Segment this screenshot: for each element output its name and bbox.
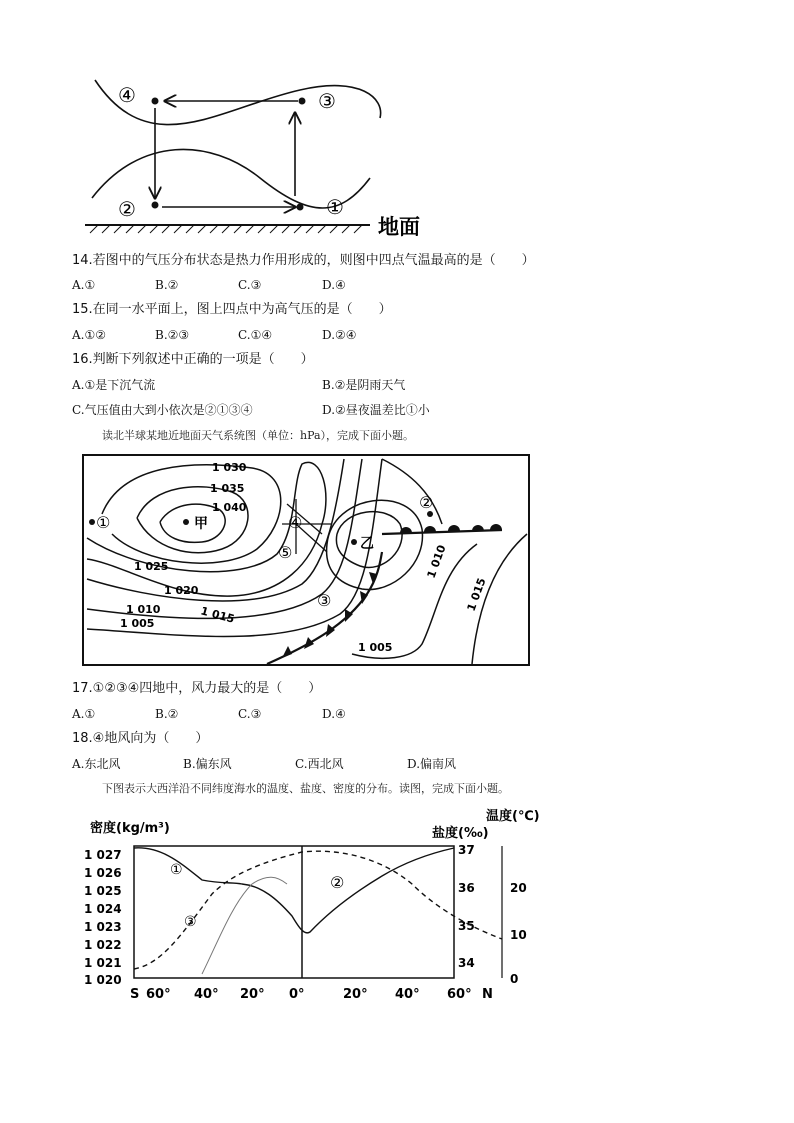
temperature-ticks <box>510 881 527 986</box>
density-tick: 1 021 <box>84 956 122 970</box>
label-3: ③ <box>318 89 336 113</box>
density-tick: 1 026 <box>84 866 122 880</box>
q17-option-d: D.④ <box>322 707 346 721</box>
isobar-label: 1 010 <box>424 543 449 581</box>
question-16: 16.判断下列叙述中正确的一项是（ ） <box>72 352 314 367</box>
isobar-label: 1 005 <box>358 641 393 654</box>
temperature-tick: 0 <box>510 972 519 986</box>
isobar-label: 1 040 <box>212 501 247 514</box>
low-center-label: 乙 <box>360 536 374 552</box>
point-3 <box>299 98 306 105</box>
latitude-tick: S <box>130 987 140 1002</box>
salinity-axis-title: 盐度(‰) <box>432 826 489 841</box>
high-center-dot <box>183 519 189 525</box>
density-ticks <box>84 848 122 987</box>
q16-option-c: C.气压值由大到小依次是②①③④ <box>72 403 253 417</box>
density-tick: 1 027 <box>84 848 122 862</box>
high-center-label: 甲 <box>194 516 208 532</box>
map-point-4-label: ④ <box>288 513 303 532</box>
latitude-tick: 60° <box>447 987 472 1002</box>
latitude-tick: 20° <box>240 987 265 1002</box>
isobar-label: 1 020 <box>164 584 199 597</box>
isobar-label: 1 030 <box>212 461 247 474</box>
isobar-label: 1 005 <box>120 617 155 630</box>
label-4: ④ <box>118 83 136 107</box>
latitude-tick: 20° <box>343 987 368 1002</box>
q16-option-d: D.②昼夜温差比①小 <box>322 403 430 417</box>
latitude-tick: 60° <box>146 987 171 1002</box>
q18-option-a: A.东北风 <box>72 757 121 771</box>
upper-isobar <box>95 80 381 125</box>
q17-option-b: B.② <box>155 707 179 721</box>
latitude-tick: 0° <box>289 987 305 1002</box>
ground-hatch <box>90 225 362 233</box>
q15-option-d: D.②④ <box>322 328 357 342</box>
curve-label-3: ③ <box>184 914 197 930</box>
temperature-axis-title: 温度(℃) <box>486 809 540 824</box>
q16-option-a: A.①是下沉气流 <box>72 378 156 392</box>
density-tick: 1 020 <box>84 973 122 987</box>
q18-option-d: D.偏南风 <box>407 757 457 771</box>
isobar-label: 1 025 <box>134 560 169 573</box>
curve-2-temperature <box>134 851 502 969</box>
isobar-label: 1 015 <box>464 576 489 614</box>
atlantic-profile-figure <box>82 804 552 1004</box>
q16-option-b: B.②是阴雨天气 <box>322 378 406 392</box>
curve-3-density <box>202 877 287 974</box>
isobar-label: 1 035 <box>210 482 245 495</box>
q14-option-d: D.④ <box>322 278 346 292</box>
curve-label-2: ② <box>330 873 345 892</box>
point-2 <box>152 202 159 209</box>
label-2: ② <box>118 197 136 221</box>
density-tick: 1 022 <box>84 938 122 952</box>
density-tick: 1 023 <box>84 920 122 934</box>
q17-option-a: A.① <box>72 707 96 721</box>
map-point-5-label: ⑤ <box>278 543 293 562</box>
map-point-2-label: ② <box>419 493 434 512</box>
question-18: 18.④地风向为（ ） <box>72 731 209 746</box>
latitude-tick: 40° <box>194 987 219 1002</box>
q15-option-b: B.②③ <box>155 328 190 342</box>
intro-weather-map: 读北半球某地近地面天气系统图（单位：hPa），完成下面小题。 <box>102 429 415 442</box>
map-point-1-label: ① <box>96 513 111 532</box>
map-point-3-label: ③ <box>317 591 332 610</box>
salinity-tick: 36 <box>458 881 475 895</box>
warm-front <box>382 530 502 534</box>
q18-option-b: B.偏东风 <box>183 757 232 771</box>
temperature-tick: 10 <box>510 928 527 942</box>
density-tick: 1 024 <box>84 902 122 916</box>
isobar-label: 1 015 <box>199 604 236 626</box>
label-1: ① <box>326 195 344 219</box>
isobar-label: 1 010 <box>126 603 161 616</box>
salinity-tick: 34 <box>458 956 475 970</box>
latitude-ticks <box>130 987 493 1002</box>
ground-label: 地面 <box>378 215 420 239</box>
latitude-tick: N <box>482 987 493 1002</box>
q14-option-a: A.① <box>72 278 96 292</box>
temperature-tick: 20 <box>510 881 527 895</box>
question-17: 17.①②③④四地中，风力最大的是（ ） <box>72 681 322 696</box>
q14-option-c: C.③ <box>238 278 262 292</box>
question-15: 15.在同一水平面上，图上四点中为高气压的是（ ） <box>72 302 392 317</box>
curve-1-salinity <box>134 848 454 933</box>
q17-option-c: C.③ <box>238 707 262 721</box>
curve-label-1: ① <box>170 862 183 878</box>
density-tick: 1 025 <box>84 884 122 898</box>
point-1 <box>297 204 304 211</box>
salinity-tick: 35 <box>458 919 475 933</box>
q15-option-a: A.①② <box>72 328 106 342</box>
salinity-tick: 37 <box>458 843 475 857</box>
q15-option-c: C.①④ <box>238 328 273 342</box>
thermal-circulation-figure <box>80 68 450 240</box>
low-center-dot <box>351 539 357 545</box>
map-point-1-dot <box>89 519 95 525</box>
intro-atlantic-chart: 下图表示大西洋沿不同纬度海水的温度、盐度、密度的分布。读图，完成下面小题。 <box>102 782 509 795</box>
weather-map-figure <box>82 454 530 668</box>
latitude-tick: 40° <box>395 987 420 1002</box>
question-14: 14.若图中的气压分布状态是热力作用形成的，则图中四点气温最高的是（ ） <box>72 253 535 268</box>
q14-option-b: B.② <box>155 278 179 292</box>
point-4 <box>152 98 159 105</box>
density-axis-title: 密度(kg/m³) <box>90 821 170 836</box>
salinity-ticks <box>458 843 475 970</box>
q18-option-c: C.西北风 <box>295 757 344 771</box>
